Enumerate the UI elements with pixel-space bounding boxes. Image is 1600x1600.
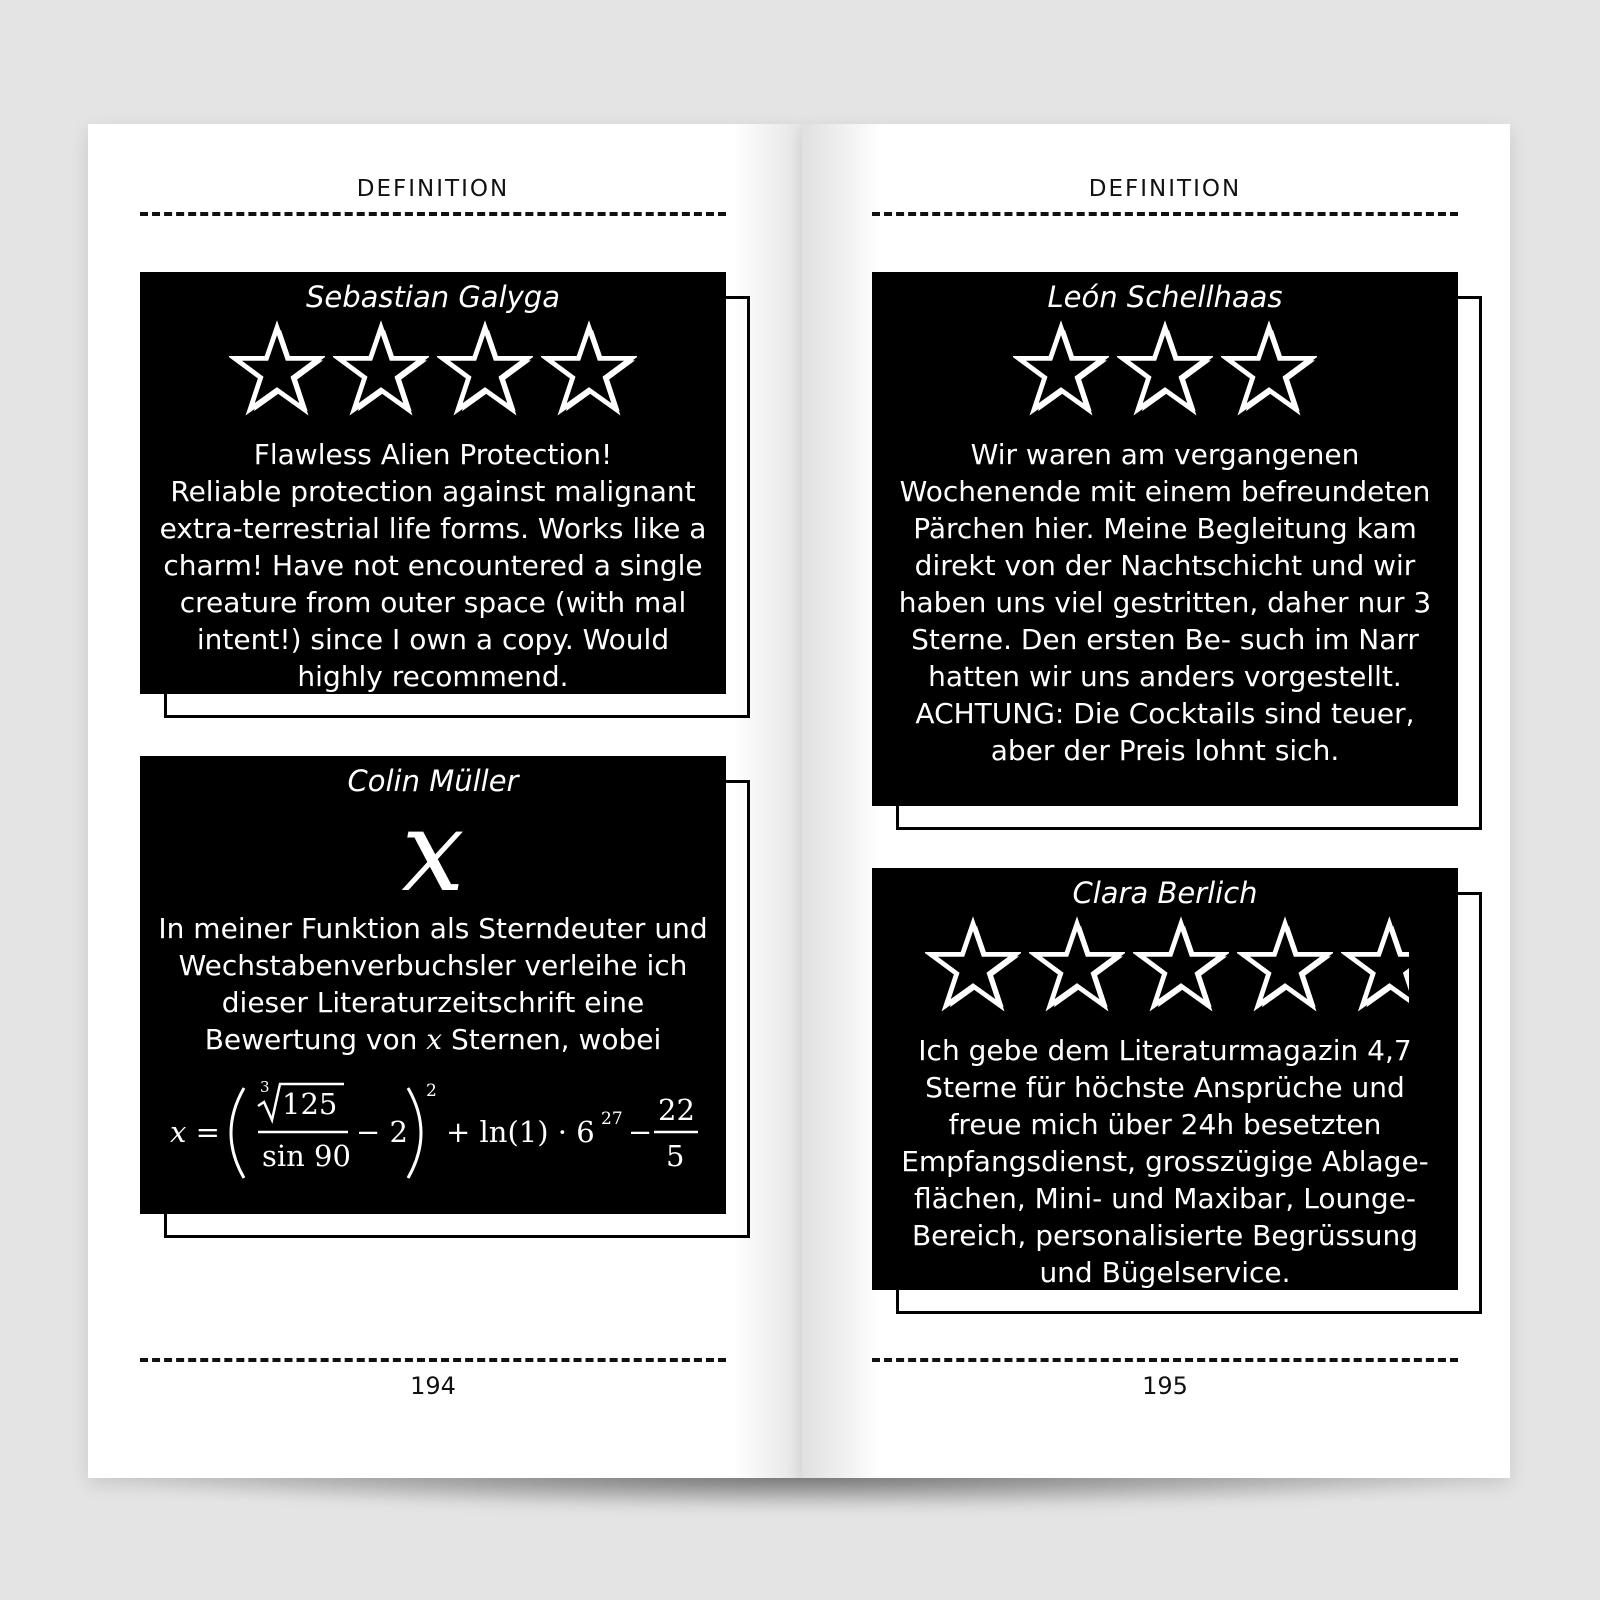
frac-denominator: 5	[666, 1139, 685, 1173]
reviewer-name: Colin Müller	[347, 764, 519, 798]
review-text	[140, 910, 726, 1058]
card-face	[140, 272, 726, 694]
page-number: 194	[410, 1372, 456, 1400]
minus-sign: −	[628, 1115, 653, 1149]
star-icon	[541, 320, 637, 416]
page-number: 195	[1142, 1372, 1188, 1400]
header-dashed-rule	[872, 212, 1458, 216]
review-text: Flawless Alien Protection! Reliable protection against malignant extra-terrestrial life forms. Works like a charm! Have not encountered a single creature from outer space (with mal intent!) since I own a copy. Would highly recommend.	[159, 438, 707, 693]
review-text: Wir waren am vergangenen Wochenende mit einem befreundeten Pärchen hier. Meine Begleitung kam direkt von der Nachtschicht und wir haben uns viel gestritten, daher nur 3 Sterne. Den ersten Be- such im Narr hatten wir uns anders vorgestellt. ACHTUNG: Die Cocktails sind teuer, aber der Preis lohnt sich.	[898, 438, 1432, 767]
star-icon	[229, 320, 325, 416]
left-paren	[231, 1088, 244, 1178]
star-rating	[872, 320, 1458, 416]
star-rating	[872, 916, 1458, 1012]
ln-term: + ln(1) · 6	[446, 1115, 595, 1149]
exponent: 2	[426, 1081, 437, 1101]
review-text: Ich gebe dem Literaturmagazin 4,7 Sterne für höchste Ansprüche und freue mich über 24h besetzten Empfangsdienst, grosszügige Ablage- flächen, Mini- und Maxibar, Lounge-Bereich, personalisierte Begrüssung und Bügelservice.	[901, 1034, 1429, 1289]
running-header: DEFINITION	[356, 176, 510, 202]
ln-exponent: 27	[601, 1109, 623, 1129]
radicand: 125	[282, 1087, 338, 1121]
partial-star-icon	[1341, 916, 1409, 1012]
review-card-colin	[140, 756, 726, 1214]
star-icon	[1221, 320, 1317, 416]
right-page	[802, 124, 1510, 1478]
rating-formula	[158, 1078, 718, 1188]
star-icon	[1013, 320, 1109, 416]
review-card-clara	[872, 868, 1458, 1290]
denominator: sin 90	[262, 1139, 351, 1173]
star-icon	[1133, 916, 1229, 1012]
reviewer-name: León Schellhaas	[1047, 280, 1283, 314]
frac-numerator: 22	[658, 1093, 695, 1127]
footer-dashed-rule	[872, 1358, 1458, 1362]
review-card-leon	[872, 272, 1458, 806]
card-face	[872, 868, 1458, 1290]
star-icon	[1117, 320, 1213, 416]
inline-variable: x	[426, 1023, 443, 1056]
star-icon	[925, 916, 1021, 1012]
review-card-sebastian	[140, 272, 726, 694]
rating-variable-symbol: x	[401, 787, 465, 917]
card-face	[140, 756, 726, 1214]
reviewer-name: Sebastian Galyga	[306, 280, 560, 314]
running-header: DEFINITION	[1088, 176, 1242, 202]
star-icon	[437, 320, 533, 416]
minus-two: − 2	[356, 1115, 408, 1149]
star-icon	[1237, 916, 1333, 1012]
star-rating	[140, 320, 726, 416]
star-icon	[1029, 916, 1125, 1012]
right-paren	[408, 1088, 421, 1178]
review-text-after: Sternen, wobei	[450, 1023, 662, 1056]
card-face	[872, 272, 1458, 806]
header-dashed-rule	[140, 212, 726, 216]
review-text-before: In meiner Funktion als Sterndeuter und Wechstabenverbuchsler verleihe ich dieser Literaturzeitschrift eine Bewertung von	[158, 912, 708, 1056]
root-index: 3	[260, 1078, 270, 1096]
formula-lhs: x =	[170, 1115, 220, 1149]
star-icon	[333, 320, 429, 416]
footer-dashed-rule	[140, 1358, 726, 1362]
left-page	[88, 124, 802, 1478]
reviewer-name: Clara Berlich	[1072, 876, 1258, 910]
